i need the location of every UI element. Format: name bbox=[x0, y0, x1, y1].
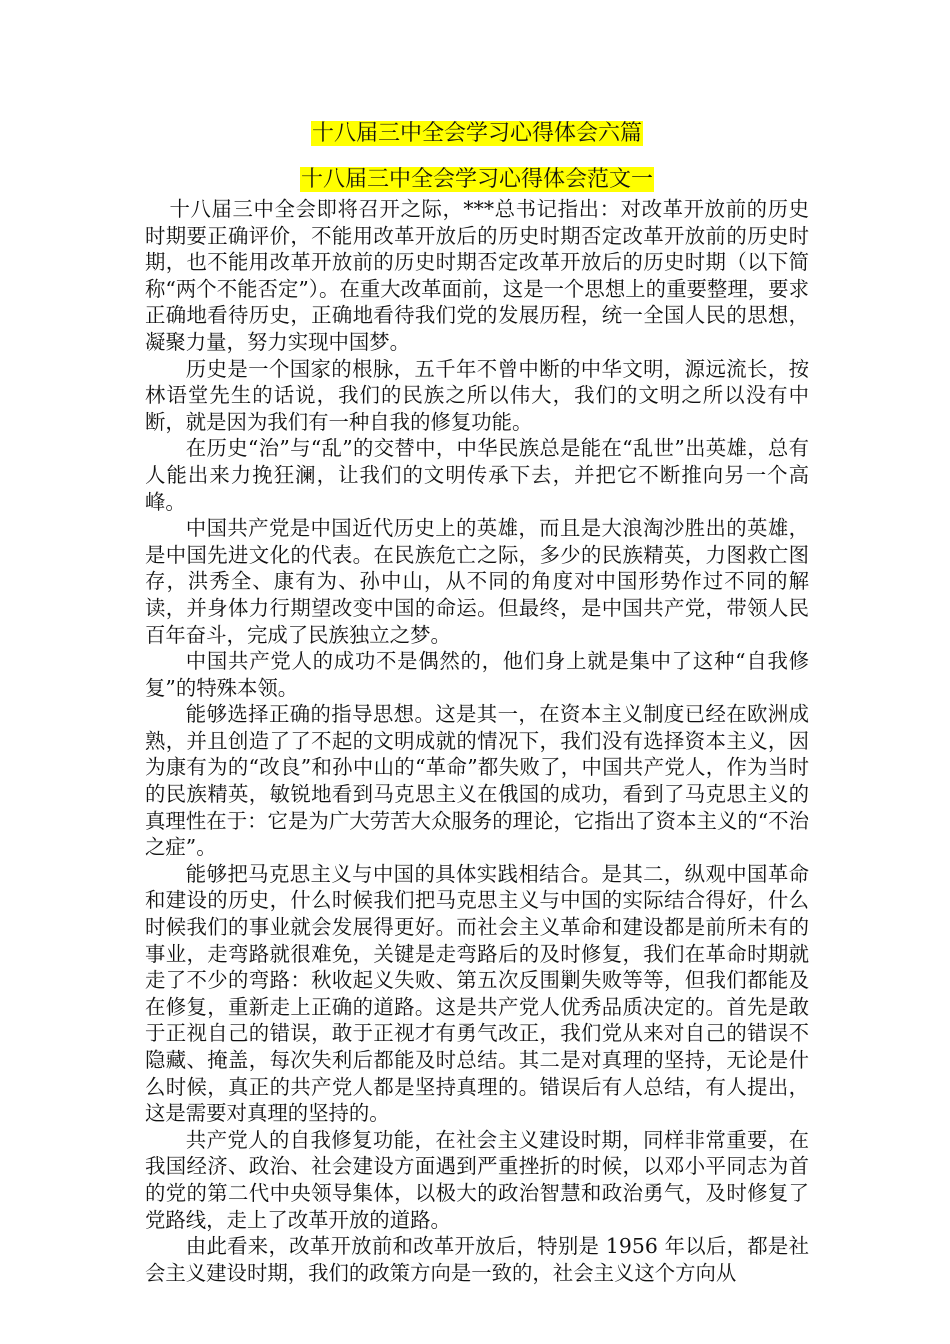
body-paragraph-8: 共产党人的自我修复功能，在社会主义建设时期，同样非常重要，在我国经济、政治、社会建设方面遇到严重挫折的时候，以邓小平同志为首的党的第二代中央领导集体，以极大的政治智慧和政治勇气，及时修复了党路线，走上了改革开放的道路。 bbox=[145, 1127, 809, 1232]
body-paragraph-7: 能够把马克思主义与中国的具体实践相结合。是其二，纵观中国革命和建设的历史，什么时候我们把马克思主义与中国的实际结合得好，什么时候我们的事业就会发展得更好。而社会主义革命和建设都是前所未有的事业，走弯路就很难免，关键是走弯路后的及时修复，我们在革命时期就走了不少的弯路：秋收起义失败、第五次反围剿失败等等，但我们都能及在修复，重新走上正确的道路。这是共产党人优秀品质决定的。首先是敢于正视自己的错误，敢于正视才有勇气改正，我们党从来对自己的错误不隐藏、掩盖，每次失利后都能及时总结。其二是对真理的坚持，无论是什么时候，真正的共产党人都是坚持真理的。错误后有人总结，有人提出，这是需要对真理的坚持的。 bbox=[145, 861, 809, 1126]
document-page bbox=[145, 118, 809, 1286]
body-paragraph-5: 中国共产党人的成功不是偶然的，他们身上就是集中了这种“自我修复”的特殊本领。 bbox=[145, 649, 809, 700]
document-subtitle bbox=[145, 164, 809, 196]
document-title-text: 十八届三中全会学习心得体会六篇 bbox=[311, 121, 642, 146]
body-paragraph-3: 在历史“治”与“乱”的交替中，中华民族总是能在“乱世”出英雄，总有人能出来力挽狂澜，让我们的文明传承下去，并把它不断推向另一个高峰。 bbox=[145, 436, 809, 514]
body-paragraph-2: 历史是一个国家的根脉，五千年不曾中断的中华文明，源远流长，按林语堂先生的话说，我们的民族之所以伟大，我们的文明之所以没有中断，就是因为我们有一种自我的修复功能。 bbox=[145, 356, 809, 434]
body-paragraph-9: 由此看来，改革开放前和改革开放后，特别是 1956 年以后，都是社会主义建设时期，我们的政策方向是一致的，社会主义这个方向从 bbox=[145, 1234, 809, 1285]
document-subtitle-text: 十八届三中全会学习心得体会范文一 bbox=[300, 167, 653, 192]
body-paragraph-4: 中国共产党是中国近代历史上的英雄，而且是大浪淘沙胜出的英雄，是中国先进文化的代表。在民族危亡之际，多少的民族精英，力图救亡图存，洪秀全、康有为、孙中山，从不同的角度对中国形势作过不同的解读，并身体力行期望改变中国的命运。但最终，是中国共产党，带领人民百年奋斗，完成了民族独立之梦。 bbox=[145, 516, 809, 647]
body-paragraph-6: 能够选择正确的指导思想。这是其一，在资本主义制度已经在欧洲成熟，并且创造了了不起的文明成就的情况下，我们没有选择资本主义，因为康有为的“改良”和孙中山的“革命”都失败了，中国共产党人，作为当时的民族精英，敏锐地看到马克思主义在俄国的成功，看到了马克思主义的真理性在于：它是为广大劳苦大众服务的理论，它指出了资本主义的“不治之症”。 bbox=[145, 702, 809, 860]
body-paragraph-1: 十八届三中全会即将召开之际，***总书记指出：对改革开放前的历史时期要正确评价，不能用改革开放后的历史时期否定改革开放前的历史时期，也不能用改革开放前的历史时期否定改革开放后的历史时期（以下简称“两个不能否定”）。在重大改革面前，这是一个思想上的重要整理，要求正确地看待历史，正确地看待我们党的发展历程，统一全国人民的思想，凝聚力量，努力实现中国梦。 bbox=[145, 197, 809, 354]
document-title bbox=[145, 118, 809, 150]
